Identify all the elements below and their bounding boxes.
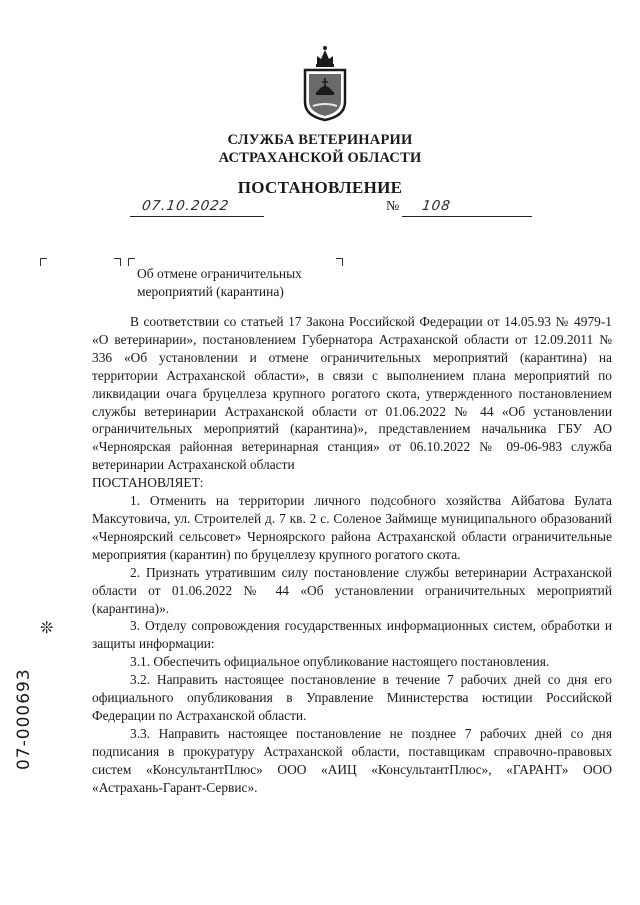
document-body — [92, 313, 612, 796]
paragraph-item-3: 3. Отделу сопровождения государственных информационных систем, обработки и защиты информации: — [92, 618, 612, 652]
subject-line1: Об отмене ограничительных — [137, 266, 302, 281]
document-type: ПОСТАНОВЛЕНИЕ — [237, 178, 403, 197]
corner-mark — [128, 258, 135, 266]
paragraph-item-3-1: 3.1. Обеспечить официальное опубликование настоящего постановления. — [130, 654, 550, 670]
paragraph-resolve: ПОСТАНОВЛЯЕТ: — [92, 475, 204, 491]
paragraph-item-2: 2. Признать утратившим силу постановление службы ветеринарии Астраханской области от 01.06.2022 № 44 «Об установлении ограничительных мероприятий (карантина)». — [92, 564, 612, 616]
number-field — [402, 196, 532, 217]
paragraph-preamble: В соответствии со статьей 17 Закона Российской Федерации от 14.05.93 № 4979-1 «О ветеринарии», постановлением Губернатора Астраханской области от 12.09.2011 № 336 «Об установлении и отмене ограничительных мероприятий (карантина) на территории Астраханской области», в связи с выполнением плана мероприятий по ликвидации очага бруцеллеза крупного рогатого скота, утвержденного постановлением службы ветеринарии Астраханской области от 01.06.2022 № 44 «Об установлении ограничительных мероприятий (карантина)», представлением начальника ГБУ АО «Черноярская районная ветеринарная станция» от 06.10.2022 № 09-06-983 служба ветеринарии Астраханской области — [92, 314, 612, 473]
date-value: 07.10.2022 — [140, 198, 231, 214]
paragraph-item-1: 1. Отменить на территории личного подсобного хозяйства Айбатова Булата Максутовича, ул. Строителей д. 7 кв. 2 с. Соленое Займище муниципального образований «Черноярский сельсовет» Черноярского района Астраханской области ограничительные мероприятия (карантин) по бруцеллезу крупного рогатого скота. — [92, 493, 612, 562]
coat-of-arms-icon — [302, 44, 348, 122]
asterisk-stamp-icon: ❊ — [40, 620, 54, 637]
subject-line2: мероприятий (карантина) — [137, 284, 284, 299]
agency-name-line2: АСТРАХАНСКОЙ ОБЛАСТИ — [218, 150, 422, 166]
corner-mark — [114, 258, 121, 266]
paragraph-item-3-2: 3.2. Направить настоящее постановление в течение 7 рабочих дней со дня его официального опубликования в Управление Министерства юстиции Российской Федерации по Астраханской области. — [92, 672, 612, 723]
corner-mark — [336, 258, 343, 266]
registration-number: 07-000693 — [14, 668, 34, 770]
document-subject — [137, 265, 302, 301]
corner-mark — [40, 258, 47, 266]
agency-name-line1: СЛУЖБА ВЕТЕРИНАРИИ — [227, 132, 413, 148]
date-field — [130, 196, 264, 217]
number-sign: № — [386, 199, 400, 214]
number-value: 108 — [420, 198, 452, 214]
paragraph-item-3-3: 3.3. Направить настоящее постановление не позднее 7 рабочих дней со дня подписания в прокуратуру Астраханской области, поставщикам справочно-правовых систем «КонсультантПлюс» ООО «АИЦ «КонсультантПлюс», «ГАРАНТ» ООО «Астрахань-Гарант-Сервис». — [92, 725, 612, 795]
